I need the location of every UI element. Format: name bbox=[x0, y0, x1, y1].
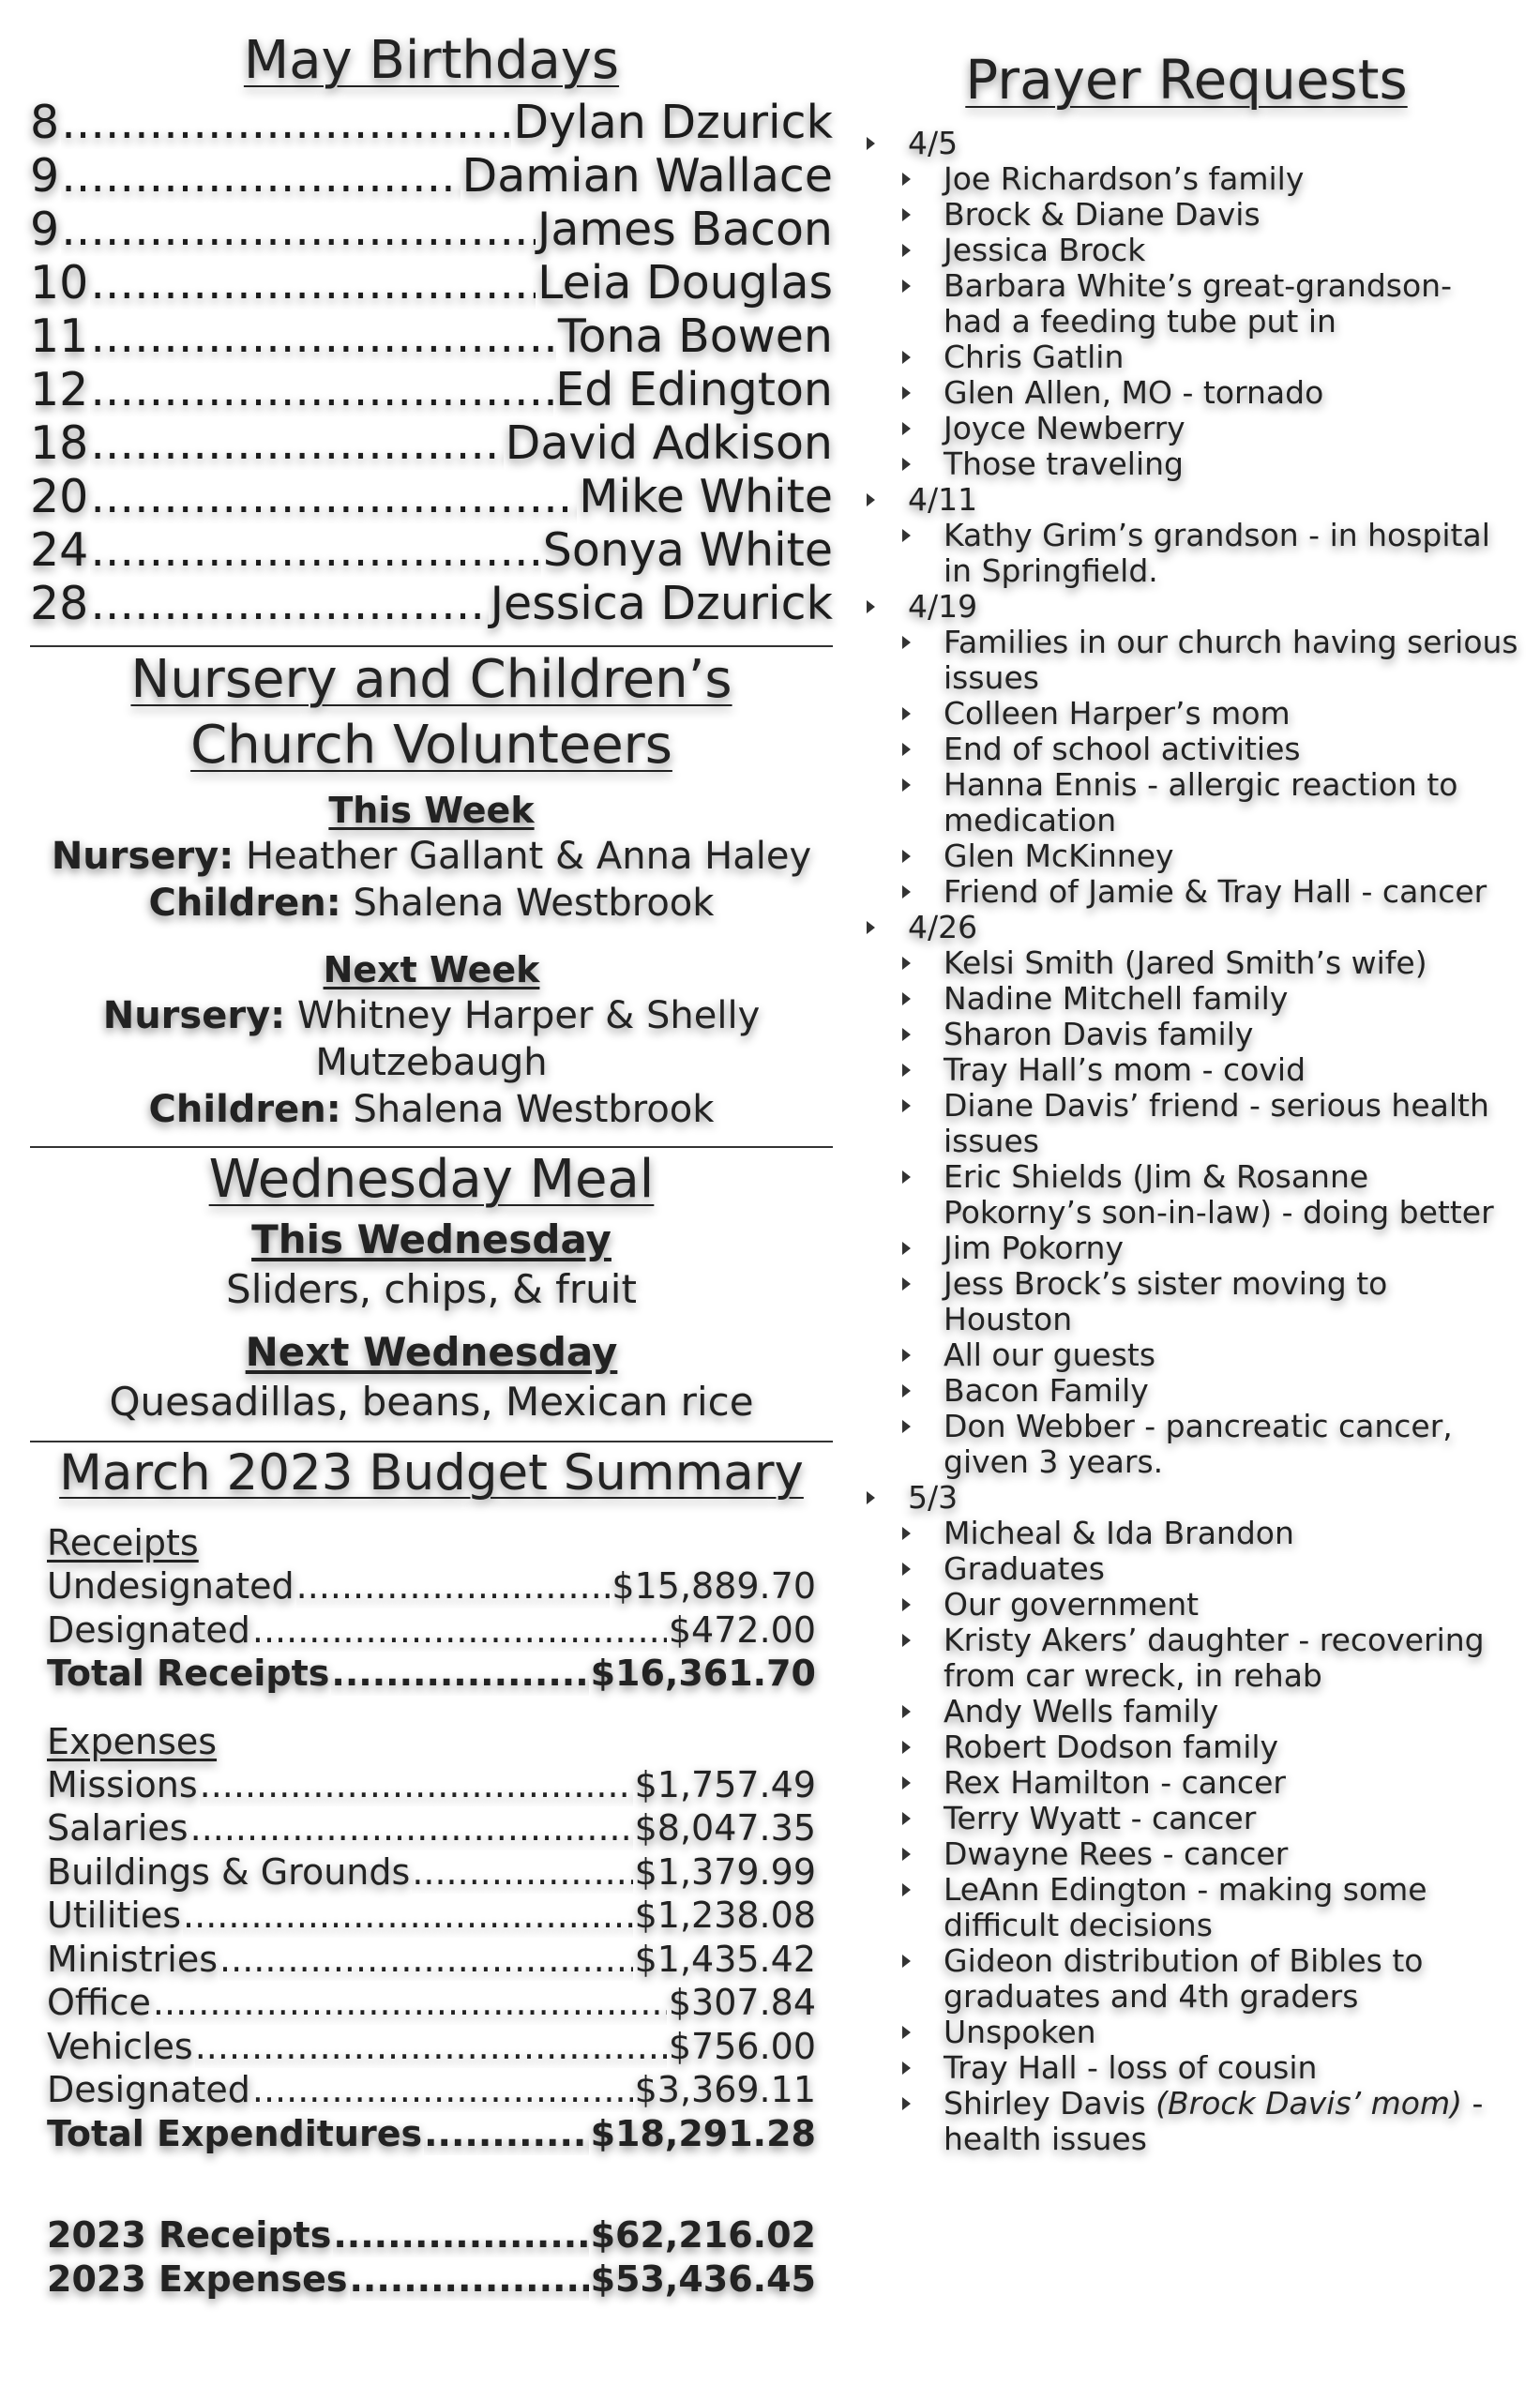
birthday-row bbox=[30, 416, 833, 470]
prayer-item: Gideon distribution of Bibles to graduates and 4th graders bbox=[853, 1943, 1519, 2015]
prayer-list bbox=[853, 126, 1519, 2086]
prayer-item: Jim Pokorny bbox=[853, 1231, 1519, 1266]
bullet-icon bbox=[867, 493, 875, 506]
birthday-row bbox=[30, 256, 833, 310]
prayer-item: Those traveling bbox=[853, 446, 1519, 482]
budget-summary bbox=[47, 1521, 816, 2301]
bullet-icon bbox=[902, 279, 911, 293]
left-column bbox=[30, 28, 833, 2301]
birthday-day: 10 bbox=[30, 256, 89, 310]
birthday-name: Tona Bowen bbox=[557, 310, 833, 363]
birthday-row bbox=[30, 96, 833, 149]
budget-row: Office ..... $307.84 bbox=[47, 1981, 816, 2025]
total-expenditures-row: Total Expenditures ..... $18,291.28 bbox=[47, 2112, 816, 2156]
bullet-icon bbox=[902, 1598, 911, 1611]
birthday-name: David Adkison bbox=[505, 416, 833, 470]
prayer-item: Chris Gatlin bbox=[853, 340, 1519, 375]
this-week-heading: This Week bbox=[328, 790, 535, 831]
ytd-receipts-row: 2023 Receipts ..... $62,216.02 bbox=[47, 2213, 816, 2258]
birthdays-title: May Birthdays bbox=[243, 30, 620, 91]
bullet-icon bbox=[902, 1563, 911, 1576]
budget-row: Undesignated ..... $15,889.70 bbox=[47, 1564, 816, 1608]
prayer-date: 4/11 bbox=[853, 482, 1519, 518]
bullet-icon bbox=[902, 529, 911, 542]
birthday-day: 9 bbox=[30, 203, 60, 256]
prayer-item: Rex Hamilton - cancer bbox=[853, 1765, 1519, 1801]
birthday-day: 12 bbox=[30, 363, 89, 416]
budget-row: Missions ..... $1,757.49 bbox=[47, 1763, 816, 1807]
bullet-icon bbox=[902, 885, 911, 898]
bullet-icon bbox=[902, 1277, 911, 1291]
prayer-date: 4/19 bbox=[853, 589, 1519, 625]
bullet-icon bbox=[902, 2026, 911, 2039]
birthday-name: Mike White bbox=[579, 470, 833, 523]
birthday-name: Sonya White bbox=[542, 523, 833, 577]
prayer-item: Families in our church having serious issues bbox=[853, 625, 1519, 696]
prayer-item: Friend of Jamie & Tray Hall - cancer bbox=[853, 874, 1519, 910]
prayer-item: LeAnn Edington - making some difficult decisions bbox=[853, 1872, 1519, 1943]
birthday-day: 24 bbox=[30, 523, 89, 577]
bullet-icon bbox=[867, 921, 875, 934]
birthday-row bbox=[30, 149, 833, 203]
prayer-item: Glen McKinney bbox=[853, 838, 1519, 874]
birthday-day: 20 bbox=[30, 470, 89, 523]
bullet-icon bbox=[902, 2097, 911, 2110]
birthday-day: 8 bbox=[30, 96, 60, 149]
prayer-date: 4/5 bbox=[853, 126, 1519, 161]
birthday-name: James Bacon bbox=[536, 203, 833, 256]
prayer-item: Shirley Davis (Brock Davis’ mom) - health issues bbox=[853, 2086, 1519, 2157]
prayer-item: Kathy Grim’s grandson - in hospital in Springfield. bbox=[853, 518, 1519, 589]
prayer-item: Tray Hall’s mom - covid bbox=[853, 1052, 1519, 1088]
bullet-icon bbox=[902, 1812, 911, 1825]
bullet-icon bbox=[902, 1705, 911, 1718]
bullet-icon bbox=[902, 1242, 911, 1255]
bullet-icon bbox=[902, 1955, 911, 1968]
bullet-icon bbox=[902, 351, 911, 364]
next-wednesday-menu: Quesadillas, beans, Mexican rice bbox=[109, 1379, 754, 1425]
prayer-requests-column bbox=[853, 47, 1519, 2157]
prayer-date: 4/26 bbox=[853, 910, 1519, 945]
this-week-nursery: Nursery: Heather Gallant & Anna Haley bbox=[51, 835, 812, 878]
prayer-requests-title: Prayer Requests bbox=[965, 48, 1408, 112]
bullet-icon bbox=[902, 422, 911, 435]
prayer-item: Our government bbox=[853, 1587, 1519, 1623]
bullet-icon bbox=[902, 850, 911, 863]
budget-title: March 2023 Budget Summary bbox=[59, 1444, 804, 1502]
budget-row: Vehicles ..... $756.00 bbox=[47, 2025, 816, 2069]
receipts-heading: Receipts bbox=[47, 1522, 199, 1563]
prayer-item: Graduates bbox=[853, 1551, 1519, 1587]
prayer-item: Micheal & Ida Brandon bbox=[853, 1516, 1519, 1551]
birthday-day: 11 bbox=[30, 310, 89, 363]
prayer-item: Hanna Ennis - allergic reaction to medication bbox=[853, 767, 1519, 838]
meal-title: Wednesday Meal bbox=[208, 1149, 655, 1210]
prayer-item: Dwayne Rees - cancer bbox=[853, 1836, 1519, 1872]
budget-row: Buildings & Grounds ..... $1,379.99 bbox=[47, 1850, 816, 1895]
expenses-heading: Expenses bbox=[47, 1720, 218, 1762]
birthday-name: Dylan Dzurick bbox=[513, 96, 833, 149]
bullet-icon bbox=[902, 707, 911, 720]
bullet-icon bbox=[902, 957, 911, 970]
total-receipts-row: Total Receipts ..... $16,361.70 bbox=[47, 1652, 816, 1696]
bullet-icon bbox=[902, 743, 911, 756]
birthday-row bbox=[30, 363, 833, 416]
prayer-item: Joe Richardson’s family bbox=[853, 161, 1519, 197]
prayer-item: Sharon Davis family bbox=[853, 1017, 1519, 1052]
birthday-day: 9 bbox=[30, 149, 60, 203]
birthday-name: Jessica Dzurick bbox=[490, 577, 833, 630]
bullet-icon bbox=[902, 1384, 911, 1397]
prayer-item: Diane Davis’ friend - serious health issues bbox=[853, 1088, 1519, 1159]
birthday-row bbox=[30, 470, 833, 523]
birthday-name: Leia Douglas bbox=[537, 256, 833, 310]
budget-row: Designated ..... $472.00 bbox=[47, 1608, 816, 1653]
prayer-item: Bacon Family bbox=[853, 1373, 1519, 1409]
bullet-icon bbox=[867, 137, 875, 150]
prayer-item: Joyce Newberry bbox=[853, 411, 1519, 446]
birthday-name: Ed Edington bbox=[555, 363, 833, 416]
next-week-nursery: Nursery: Whitney Harper & Shelly Mutzebaugh bbox=[102, 994, 761, 1084]
bullet-icon bbox=[902, 1848, 911, 1861]
birthday-row bbox=[30, 577, 833, 630]
birthday-row bbox=[30, 203, 833, 256]
prayer-item: Barbara White’s great-grandson- had a feeding tube put in bbox=[853, 268, 1519, 340]
prayer-item: Kristy Akers’ daughter - recovering from car wreck, in rehab bbox=[853, 1623, 1519, 1694]
prayer-item: Eric Shields (Jim & Rosanne Pokorny’s son-in-law) - doing better bbox=[853, 1159, 1519, 1231]
bullet-icon bbox=[902, 173, 911, 186]
next-week-heading: Next Week bbox=[323, 949, 540, 990]
bullet-icon bbox=[902, 992, 911, 1005]
prayer-item: Andy Wells family bbox=[853, 1694, 1519, 1729]
next-wednesday-heading: Next Wednesday bbox=[245, 1329, 618, 1375]
prayer-item: Glen Allen, MO - tornado bbox=[853, 375, 1519, 411]
budget-row: Designated ..... $3,369.11 bbox=[47, 2068, 816, 2112]
prayer-item: End of school activities bbox=[853, 732, 1519, 767]
budget-row: Salaries ..... $8,047.35 bbox=[47, 1806, 816, 1850]
bullet-icon bbox=[902, 208, 911, 221]
birthday-day: 28 bbox=[30, 577, 89, 630]
bullet-icon bbox=[902, 1741, 911, 1754]
budget-row: Utilities ..... $1,238.08 bbox=[47, 1894, 816, 1938]
this-wednesday-menu: Sliders, chips, & fruit bbox=[226, 1266, 637, 1312]
prayer-item: Don Webber - pancreatic cancer, given 3 years. bbox=[853, 1409, 1519, 1480]
prayer-item: Brock & Diane Davis bbox=[853, 197, 1519, 233]
bullet-icon bbox=[902, 1776, 911, 1789]
budget-row: Ministries ..... $1,435.42 bbox=[47, 1938, 816, 1982]
bullet-icon bbox=[902, 1099, 911, 1112]
next-week-children: Children: Shalena Westbrook bbox=[148, 1088, 715, 1131]
birthday-row bbox=[30, 523, 833, 577]
prayer-item: Colleen Harper’s mom bbox=[853, 696, 1519, 732]
birthday-list bbox=[30, 96, 833, 630]
bullet-icon bbox=[902, 386, 911, 400]
bullet-icon bbox=[902, 1883, 911, 1896]
prayer-item: All our guests bbox=[853, 1337, 1519, 1373]
prayer-item: Jess Brock’s sister moving to Houston bbox=[853, 1266, 1519, 1337]
bullet-icon bbox=[902, 1170, 911, 1184]
bullet-icon bbox=[902, 1349, 911, 1362]
prayer-item: Nadine Mitchell family bbox=[853, 981, 1519, 1017]
bullet-icon bbox=[902, 778, 911, 792]
bullet-icon bbox=[867, 1491, 875, 1504]
bullet-icon bbox=[902, 1527, 911, 1540]
this-wednesday-heading: This Wednesday bbox=[251, 1216, 611, 1262]
bullet-icon bbox=[902, 244, 911, 257]
bullet-icon bbox=[867, 600, 875, 613]
prayer-item: Tray Hall - loss of cousin bbox=[853, 2050, 1519, 2086]
bullet-icon bbox=[902, 1028, 911, 1041]
prayer-item: Unspoken bbox=[853, 2015, 1519, 2050]
bullet-icon bbox=[902, 1420, 911, 1433]
birthday-row bbox=[30, 310, 833, 363]
this-week-children: Children: Shalena Westbrook bbox=[148, 882, 715, 925]
prayer-date: 5/3 bbox=[853, 1480, 1519, 1516]
bullet-icon bbox=[902, 1064, 911, 1077]
bullet-icon bbox=[902, 458, 911, 471]
prayer-item: Kelsi Smith (Jared Smith’s wife) bbox=[853, 945, 1519, 981]
birthday-name: Damian Wallace bbox=[461, 149, 833, 203]
birthday-day: 18 bbox=[30, 416, 89, 470]
volunteers-title: Nursery and Children’s Church Volunteers bbox=[130, 649, 732, 776]
bullet-icon bbox=[902, 636, 911, 649]
prayer-item: Robert Dodson family bbox=[853, 1729, 1519, 1765]
ytd-expenses-row: 2023 Expenses ..... $53,436.45 bbox=[47, 2258, 816, 2302]
bullet-icon bbox=[902, 1634, 911, 1647]
prayer-item: Terry Wyatt - cancer bbox=[853, 1801, 1519, 1836]
prayer-item: Jessica Brock bbox=[853, 233, 1519, 268]
bullet-icon bbox=[902, 2061, 911, 2075]
